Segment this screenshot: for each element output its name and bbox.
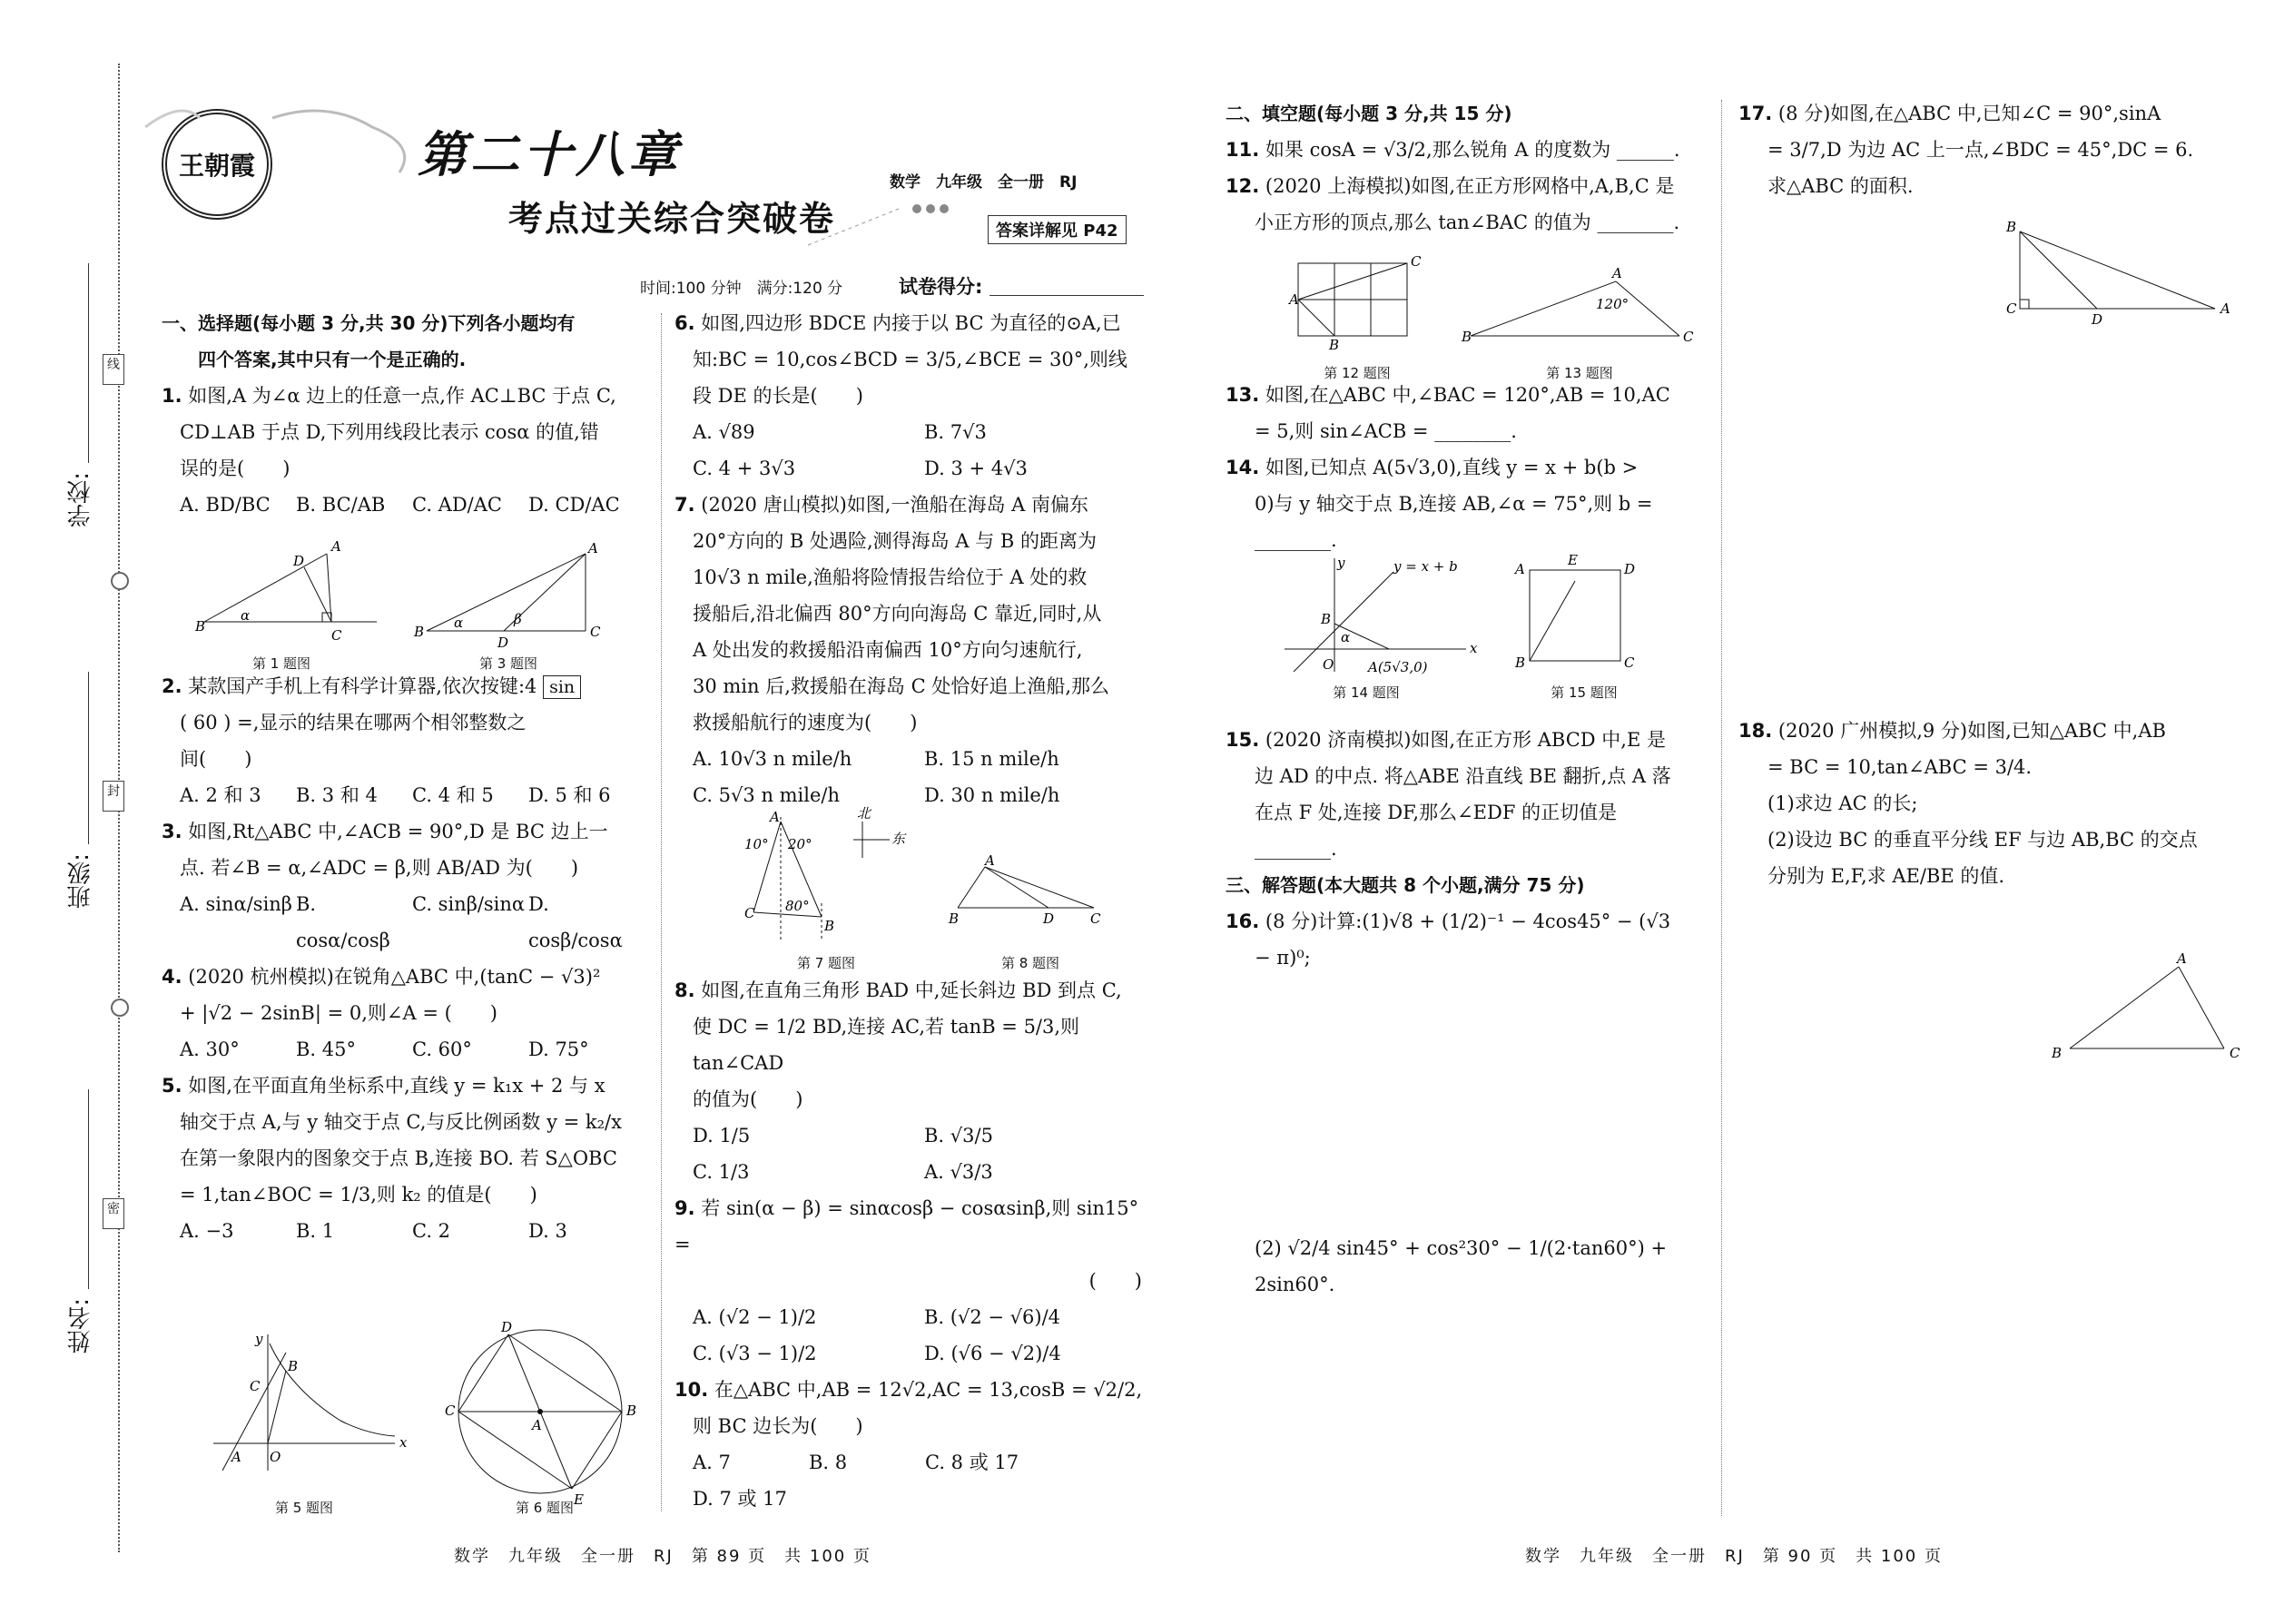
svg-text:C: C	[331, 627, 342, 644]
point-a-label: A(5√3,0)	[1368, 659, 1428, 675]
svg-text:B: B	[2052, 1045, 2063, 1061]
option-a[interactable]: A. sinα/sinβ	[180, 893, 292, 915]
sin-key: sin	[543, 675, 581, 699]
option-c[interactable]: C. 5√3 n mile/h	[693, 784, 841, 806]
svg-text:C: C	[2006, 300, 2017, 317]
score-label: 试卷得分:	[899, 276, 983, 298]
option-c[interactable]: C. 4 和 5	[412, 784, 494, 806]
answer-reference: 答案详解见 P42	[988, 215, 1127, 244]
svg-text:A: A	[1289, 291, 1299, 308]
figure-12	[1289, 253, 1425, 353]
option-b[interactable]: B. 3 和 4	[296, 784, 378, 806]
option-d[interactable]: D. 5 和 6	[528, 784, 611, 806]
svg-text:B: B	[2006, 219, 2017, 235]
option-d[interactable]: D. 7 或 17	[693, 1488, 787, 1510]
question-8: 8. 如图,在直角三角形 BAD 中,延长斜边 BD 到点 C, 使 DC = 1/2 BD,连接 AC,若 tanB = 5/3,则 tan∠CAD 的值为( ) D. 1/5 B. √3/5 C. 1/3 A. √3/3	[674, 972, 1151, 1190]
svg-text:α: α	[454, 615, 464, 631]
question-3: 3. 如图,Rt△ABC 中,∠ACB = 90°,D 是 BC 边上一 点. 若∠B = α,∠ADC = β,则 AB/AD 为( ) A. sinα/sinβ B. cosα/cosβ C. sinβ/sinα D. cosβ/cosα	[162, 813, 647, 959]
figure-6	[445, 1321, 645, 1521]
option-d[interactable]: D. 30 n mile/h	[924, 784, 1060, 806]
column-divider	[661, 313, 662, 1511]
svg-text:A: A	[231, 1449, 241, 1465]
answer-space[interactable]	[1226, 976, 1707, 1230]
chapter-title: 第二十八章	[418, 126, 681, 183]
svg-text:B: B	[414, 624, 425, 640]
option-a[interactable]: A. 10√3 n mile/h	[693, 748, 852, 770]
option-c[interactable]: C. 1/3	[693, 1161, 750, 1183]
option-b[interactable]: B. cosα/cosβ	[296, 893, 390, 951]
svg-text:B: B	[288, 1358, 299, 1374]
svg-text:D: D	[293, 553, 305, 569]
figure-8-caption: 第 8 题图	[1000, 955, 1060, 971]
section-2-title: 二、填空题(每小题 3 分,共 15 分)	[1226, 103, 1512, 124]
svg-text:A: A	[985, 852, 995, 869]
svg-text:C: C	[2230, 1045, 2240, 1061]
svg-text:B: B	[949, 910, 960, 927]
figure-13-caption: 第 13 题图	[1546, 365, 1613, 381]
option-d[interactable]: D. 3	[528, 1220, 567, 1242]
svg-text:A: A	[2220, 300, 2230, 317]
svg-text:A: A	[1612, 265, 1622, 281]
question-12: 12. (2020 上海模拟)如图,在正方形网格中,A,B,C 是 小正方形的顶点,那么 tan∠BAC 的值为 ________.	[1226, 175, 1680, 233]
figure-1-caption: 第 1 题图	[251, 655, 311, 672]
name-blank[interactable]	[88, 1089, 89, 1289]
svg-text:B: B	[195, 618, 206, 635]
question-16: 16. (8 分)计算:(1)√8 + (1/2)⁻¹ − 4cos45° − (√3 − π)⁰; (2) √2/4 sin45° + cos²30° − 1/(2·tan60°) + 2sin60°.	[1226, 903, 1707, 1303]
section-3-title: 三、解答题(本大题共 8 个小题,满分 75 分)	[1226, 874, 1585, 896]
option-a[interactable]: D. 1/5	[693, 1125, 751, 1147]
option-a[interactable]: A. 7	[693, 1452, 731, 1473]
svg-text:x: x	[399, 1434, 408, 1451]
figure-5-caption: 第 5 题图	[274, 1500, 334, 1516]
score-blank[interactable]	[989, 295, 1144, 296]
option-b[interactable]: B. 7√3	[924, 421, 987, 443]
question-7: 7. (2020 唐山模拟)如图,一渔船在海岛 A 南偏东 20°方向的 B 处遇险,测得海岛 A 与 B 的距离为 10√3 n mile,渔船将险情报告给位于 A 处的救 援船后,沿北偏西 80°方向向海岛 C 靠近,同时,从 A 处出发的救援船沿南偏西 10°方向匀速航行, 30 min 后,救援船在海岛 C 处恰好追上渔船,那么 救援船航行的速度为( ) A. 10√3 n mile/h B. 15 n mile/h C. 5√3 n mile/h D. 30 n mile/h	[674, 487, 1151, 972]
svg-text:C: C	[744, 905, 755, 921]
class-blank[interactable]	[88, 672, 89, 844]
svg-text:C: C	[1411, 253, 1422, 270]
svg-text:C: C	[590, 624, 601, 640]
figure-14-caption: 第 14 题图	[1333, 684, 1400, 701]
column-divider	[1721, 100, 1722, 1516]
name-label: 姓名:	[67, 1298, 94, 1353]
svg-text:A: A	[588, 540, 598, 556]
question-2: 2. 某款国产手机上有科学计算器,依次按键:4 sin ( 60 ) =,显示的结果在哪两个相邻整数之 间( ) A. 2 和 3 B. 3 和 4 C. 4 和 5 D. 5 和 6	[162, 668, 647, 813]
option-b[interactable]: B. √3/5	[924, 1125, 993, 1147]
figure-1	[195, 538, 386, 644]
svg-text:B: B	[1321, 611, 1332, 627]
seal-mark-line: 线	[103, 354, 124, 385]
option-c[interactable]: C. AD/AC	[412, 494, 502, 516]
svg-text:B: B	[1462, 329, 1472, 345]
svg-text:A: A	[770, 809, 780, 825]
option-a[interactable]: A. (√2 − 1)/2	[693, 1306, 817, 1328]
svg-text:α: α	[1341, 629, 1351, 645]
question-17: 17. (8 分)如图,在△ABC 中,已知∠C = 90°,sinA = 3/7,D 为边 AC 上一点,∠BDC = 45°,DC = 6. 求△ABC 的面积.	[1738, 103, 2194, 197]
option-d[interactable]: D. CD/AC	[528, 494, 620, 516]
option-d[interactable]: D. (√6 − √2)/4	[924, 1343, 1061, 1364]
question-5: 5. 如图,在平面直角坐标系中,直线 y = k₁x + 2 与 x 轴交于点 A,与 y 轴交于点 C,与反比例函数 y = k₂/x 在第一象限内的图象交于点 B,连接 BO. 若 S△OBC = 1,tan∠BOC = 1/3,则 k₂ 的值是( ) A. −3 B. 1 C. 2 D. 3	[162, 1068, 647, 1249]
question-9: 9. 若 sin(α − β) = sinαcosβ − cosαsinβ,则 sin15° = ( ) A. (√2 − 1)/2 B. (√2 − √6)/4 C. (√3 − 1)/2 D. (√6 − √2)/4	[674, 1190, 1151, 1372]
figure-7-caption: 第 7 题图	[796, 955, 856, 971]
figure-6-caption: 第 6 题图	[515, 1500, 575, 1516]
line-equation-label: y = x + b	[1393, 558, 1458, 575]
angle-120-label: 120°	[1596, 296, 1629, 312]
svg-text:B: B	[1515, 655, 1526, 671]
svg-text:A: A	[331, 538, 341, 555]
svg-text:B: B	[824, 918, 835, 934]
school-blank[interactable]	[88, 263, 89, 463]
page-footer-left: 数学 九年级 全一册 RJ 第 89 页 共 100 页	[454, 1547, 871, 1566]
question-16-part-2: (2) √2/4 sin45° + cos²30° − 1/(2·tan60°) + 2sin60°.	[1255, 1237, 1668, 1295]
svg-text:C: C	[445, 1403, 456, 1419]
svg-text:A: A	[532, 1417, 542, 1433]
seal-mark-seal: 封	[103, 781, 124, 812]
option-c[interactable]: C. 8 或 17	[925, 1452, 1019, 1473]
question-14: 14. 如图,已知点 A(5√3,0),直线 y = x + b(b > 0)与 y 轴交于点 B,连接 AB,∠α = 75°,则 b = ________.	[1226, 457, 1653, 551]
figure-14	[1285, 555, 1484, 676]
svg-text:O: O	[1323, 656, 1334, 673]
column-1	[162, 305, 647, 1249]
exam-subtitle: 考点过关综合突破卷	[508, 199, 836, 239]
option-d[interactable]: A. √3/3	[924, 1161, 993, 1183]
svg-text:E: E	[574, 1491, 584, 1508]
option-b[interactable]: B. 15 n mile/h	[924, 748, 1059, 770]
question-1: 1. 如图,A 为∠α 边上的任意一点,作 AC⊥BC 于点 C, CD⊥AB 于点 D,下列用线段比表示 cosα 的值,错 误的是( ) A. BD/BC B. BC/AB C. AD/AC D. CD/AC	[162, 378, 647, 668]
question-11: 11. 如果 cosA = √3/2,那么锐角 A 的度数为 ______.	[1226, 139, 1680, 161]
svg-text:C: C	[1624, 655, 1635, 671]
angle-80-label: 80°	[785, 898, 810, 914]
figure-3-caption: 第 3 题图	[478, 655, 538, 672]
svg-text:β: β	[514, 611, 522, 627]
question-18: 18. (2020 广州模拟,9 分)如图,已知△ABC 中,AB = BC = 10,tan∠ABC = 3/4. (1)求边 AC 的长; (2)设边 BC 的垂直平分线 EF 与边 AB,BC 的交点 分别为 E,F,求 AE/BE 的值.	[1738, 720, 2198, 887]
decorative-dots-icon	[808, 191, 971, 245]
figure-13	[1462, 265, 1698, 345]
option-c[interactable]: C. sinβ/sinα	[412, 893, 526, 915]
option-d[interactable]: D. cosβ/cosα	[528, 893, 623, 951]
figure-18	[2052, 950, 2242, 1067]
option-c[interactable]: C. (√3 − 1)/2	[693, 1343, 817, 1364]
question-15: 15. (2020 济南模拟)如图,在正方形 ABCD 中,E 是 边 AD 的中点. 将△ABE 沿直线 BE 翻折,点 A 落 在点 F 处,连接 DF,那么∠EDF 的正切值是 ________.	[1226, 729, 1671, 860]
figure-15	[1511, 554, 1657, 672]
north-label: 北	[857, 805, 871, 822]
school-label: 学校:	[67, 472, 94, 527]
figure-5	[213, 1331, 413, 1489]
section-1-title-cont: 四个答案,其中只有一个是正确的.	[198, 349, 467, 370]
question-10: 10. 在△ABC 中,AB = 12√2,AC = 13,cosB = √2/2, 则 BC 边长为( ) A. 7 B. 8 C. 8 或 17 D. 7 或 17	[674, 1372, 1151, 1517]
option-a[interactable]: A. √89	[693, 421, 755, 443]
east-label: 东	[891, 831, 906, 847]
angle-20-label: 20°	[788, 836, 812, 852]
option-d[interactable]: D. 3 + 4√3	[924, 458, 1028, 479]
svg-text:C: C	[1090, 910, 1101, 927]
svg-text:B: B	[1329, 337, 1340, 353]
option-b[interactable]: B. (√2 − √6)/4	[924, 1306, 1061, 1328]
option-a[interactable]: A. BD/BC	[180, 494, 271, 516]
svg-text:C: C	[250, 1378, 261, 1394]
svg-text:A: A	[2177, 950, 2187, 967]
svg-text:y: y	[1337, 555, 1345, 571]
page-footer-right: 数学 九年级 全一册 RJ 第 90 页 共 100 页	[1525, 1547, 1943, 1566]
svg-text:y: y	[255, 1331, 263, 1347]
figure-3	[414, 540, 608, 651]
option-a[interactable]: A. 2 和 3	[180, 784, 261, 806]
option-c[interactable]: C. 2	[412, 1220, 451, 1242]
svg-text:E: E	[1568, 552, 1578, 568]
exam-info: 时间:100 分钟 满分:120 分	[640, 280, 843, 298]
figure-12-caption: 第 12 题图	[1324, 365, 1391, 381]
svg-text:A: A	[1515, 561, 1525, 577]
question-6: 6. 如图,四边形 BDCE 内接于以 BC 为直径的⊙A,已 知:BC = 10,cos∠BCD = 3/5,∠BCE = 30°,则线 段 DE 的长是( ) A. √89 B. 7√3 C. 4 + 3√3 D. 3 + 4√3	[674, 305, 1151, 487]
option-a[interactable]: A. −3	[180, 1220, 234, 1242]
svg-text:D: D	[501, 1319, 513, 1335]
svg-text:D: D	[1624, 561, 1636, 577]
option-b[interactable]: B. BC/AB	[296, 494, 386, 516]
svg-text:C: C	[1683, 329, 1694, 345]
figure-7	[744, 805, 908, 949]
decorative-ribbon-icon	[145, 91, 418, 191]
binding-hole-icon	[111, 999, 129, 1017]
option-b[interactable]: B. 1	[296, 1220, 335, 1242]
figure-17	[2006, 219, 2233, 328]
brand-logo-text: 王朝霞	[178, 151, 255, 181]
svg-text:D: D	[1043, 910, 1055, 927]
svg-text:B: B	[626, 1403, 637, 1419]
svg-text:D: D	[2092, 311, 2103, 328]
svg-text:x: x	[1470, 640, 1478, 656]
figure-15-caption: 第 15 题图	[1551, 684, 1618, 701]
option-b[interactable]: B. 8	[809, 1452, 848, 1473]
option-a[interactable]: A. 30°	[180, 1038, 240, 1060]
svg-text:O: O	[270, 1449, 281, 1465]
svg-text:D: D	[497, 635, 509, 651]
seal-mark-secret: 密	[103, 1198, 124, 1229]
binding-hole-icon	[111, 572, 129, 590]
option-c[interactable]: C. 60°	[412, 1038, 472, 1060]
angle-10-label: 10°	[744, 836, 769, 852]
question-4: 4. (2020 杭州模拟)在锐角△ABC 中,(tanC − √3)² + |√2 − 2sinB| = 0,则∠A = ( ) A. 30° B. 45° C. 60° D. 75°	[162, 959, 647, 1068]
column-4	[1738, 95, 2233, 894]
class-label: 班级:	[67, 853, 94, 909]
option-c[interactable]: C. 4 + 3√3	[693, 458, 796, 479]
option-d[interactable]: D. 75°	[528, 1038, 589, 1060]
figure-8	[949, 852, 1112, 930]
question-13: 13. 如图,在△ABC 中,∠BAC = 120°,AB = 10,AC = 5,则 sin∠ACB = ________.	[1226, 384, 1670, 442]
svg-text:α: α	[241, 607, 251, 624]
option-b[interactable]: B. 45°	[296, 1038, 357, 1060]
section-1-title: 一、选择题(每小题 3 分,共 30 分)下列各小题均有	[162, 312, 576, 334]
meta-tags: 数学 九年级 全一册 RJ	[890, 173, 1078, 192]
